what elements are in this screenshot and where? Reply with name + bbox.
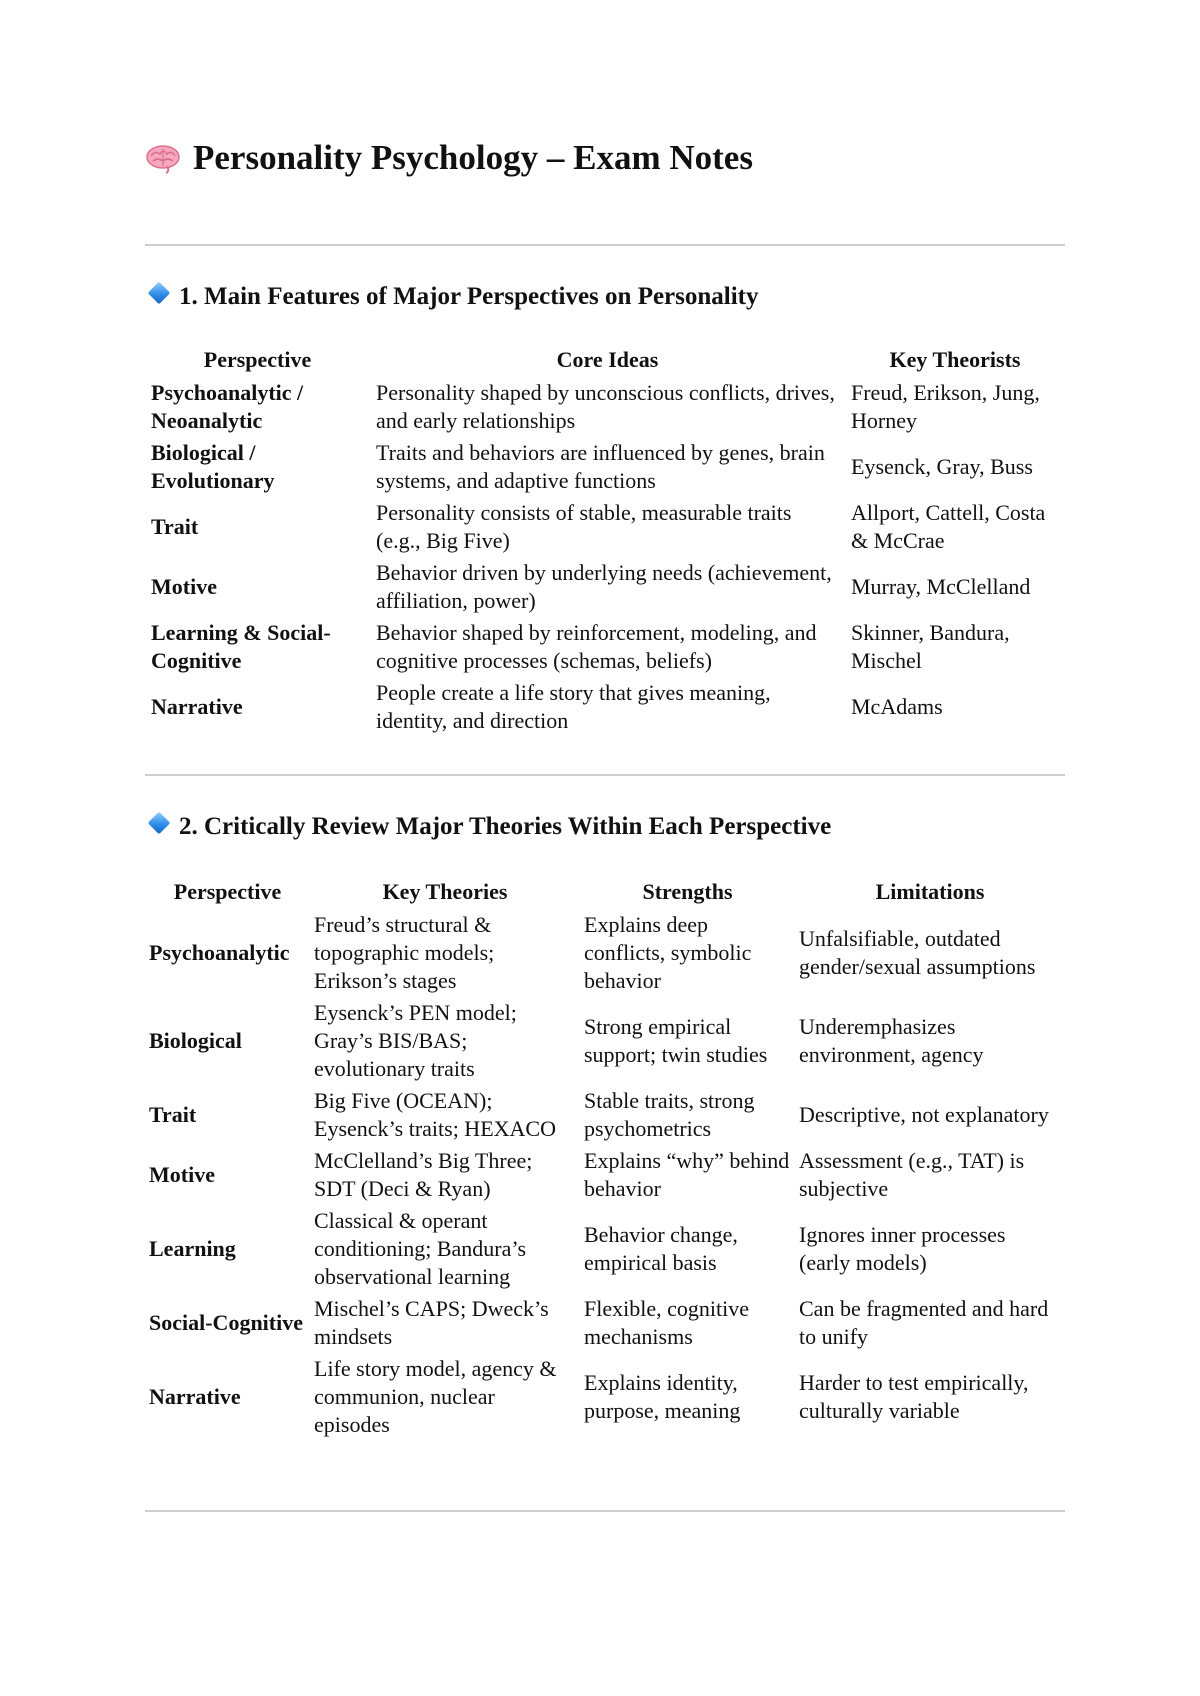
perspective-cell: Biological <box>149 1028 242 1053</box>
table-header-row <box>145 876 1065 910</box>
table-row <box>145 678 1065 738</box>
perspective-cell: Psychoanalytic / Neoanalytic <box>151 380 304 433</box>
table-row <box>145 618 1065 678</box>
limitations-cell: Assessment (e.g., TAT) is subjective <box>799 1148 1025 1201</box>
strengths-cell: Explains “why” behind behavior <box>584 1148 790 1201</box>
strengths-cell: Strong empirical support; twin studies <box>584 1014 768 1067</box>
perspective-cell: Narrative <box>151 694 243 719</box>
limitations-cell: Harder to test empirically, culturally variable <box>799 1370 1029 1423</box>
core-ideas-cell: Behavior shaped by reinforcement, modeling, and cognitive processes (schemas, beliefs) <box>376 620 817 673</box>
section-2-heading-text: 2. Critically Review Major Theories Within Each Perspective <box>179 813 832 840</box>
core-ideas-cell: Personality shaped by unconscious conflicts, drives, and early relationships <box>376 380 835 433</box>
column-header: Key Theorists <box>889 347 1021 372</box>
theorists-cell: Freud, Erikson, Jung, Horney <box>851 380 1040 433</box>
table-row <box>145 498 1065 558</box>
key-theories-cell: Mischel’s CAPS; Dweck’s mindsets <box>314 1296 549 1349</box>
key-theories-cell: Freud’s structural & topographic models; Erikson’s stages <box>314 912 495 993</box>
key-theories-cell: Classical & operant conditioning; Bandura’s observational learning <box>314 1208 527 1289</box>
theorists-cell: Murray, McClelland <box>851 574 1031 599</box>
limitations-cell: Can be fragmented and hard to unify <box>799 1296 1049 1349</box>
perspective-cell: Motive <box>149 1162 215 1187</box>
theorists-cell: McAdams <box>851 694 943 719</box>
table-row <box>145 1146 1065 1206</box>
table-row <box>145 1354 1065 1442</box>
core-ideas-cell: People create a life story that gives meaning, identity, and direction <box>376 680 771 733</box>
core-ideas-cell: Traits and behaviors are influenced by genes, brain systems, and adaptive functions <box>376 440 825 493</box>
theorists-cell: Skinner, Bandura, Mischel <box>851 620 1010 673</box>
strengths-cell: Explains deep conflicts, symbolic behavior <box>584 912 752 993</box>
limitations-cell: Ignores inner processes (early models) <box>799 1222 1006 1275</box>
column-header: Perspective <box>203 347 312 372</box>
theorists-cell: Eysenck, Gray, Buss <box>851 454 1033 479</box>
theorists-cell: Allport, Cattell, Costa & McCrae <box>851 500 1046 553</box>
divider <box>145 774 1065 776</box>
table-row <box>145 558 1065 618</box>
strengths-cell: Stable traits, strong psychometrics <box>584 1088 755 1141</box>
column-header: Key Theories <box>382 879 508 904</box>
perspective-cell: Trait <box>149 1102 197 1127</box>
perspectives-table <box>145 344 1065 738</box>
table-header-row <box>145 344 1065 378</box>
core-ideas-cell: Behavior driven by underlying needs (achievement, affiliation, power) <box>376 560 832 613</box>
perspective-cell: Trait <box>151 514 199 539</box>
perspective-cell: Social-Cognitive <box>149 1310 303 1335</box>
limitations-cell: Unfalsifiable, outdated gender/sexual assumptions <box>799 926 1036 979</box>
table-row <box>145 910 1065 998</box>
column-header: Limitations <box>875 879 985 904</box>
limitations-cell: Underemphasizes environment, agency <box>799 1014 984 1067</box>
divider <box>145 244 1065 246</box>
brain-icon <box>145 143 181 173</box>
column-header: Core Ideas <box>556 347 659 372</box>
theories-review-table <box>145 876 1065 1442</box>
key-theories-cell: Eysenck’s PEN model; Gray’s BIS/BAS; evolutionary traits <box>314 1000 517 1081</box>
core-ideas-cell: Personality consists of stable, measurable traits (e.g., Big Five) <box>376 500 792 553</box>
page-title-text: Personality Psychology – Exam Notes <box>193 138 753 177</box>
blue-diamond-icon <box>148 812 171 835</box>
table-row <box>145 998 1065 1086</box>
blue-diamond-icon <box>148 282 171 305</box>
strengths-cell: Behavior change, empirical basis <box>584 1222 738 1275</box>
section-1-heading-text: 1. Main Features of Major Perspectives on Personality <box>179 283 759 310</box>
table-row <box>145 1086 1065 1146</box>
table-row <box>145 1206 1065 1294</box>
perspective-cell: Learning & Social-Cognitive <box>151 620 331 673</box>
perspective-cell: Motive <box>151 574 217 599</box>
perspective-cell: Psychoanalytic <box>149 940 290 965</box>
section-1-heading <box>145 283 759 311</box>
divider <box>145 1510 1065 1512</box>
perspective-cell: Narrative <box>149 1384 241 1409</box>
column-header: Strengths <box>642 879 733 904</box>
table-row <box>145 378 1065 438</box>
perspective-cell: Biological / Evolutionary <box>151 440 275 493</box>
column-header: Perspective <box>173 879 282 904</box>
table-row <box>145 1294 1065 1354</box>
table-row <box>145 438 1065 498</box>
perspective-cell: Learning <box>149 1236 236 1261</box>
page-title <box>145 138 753 178</box>
limitations-cell: Descriptive, not explanatory <box>799 1102 1049 1127</box>
section-2-heading <box>145 813 831 841</box>
key-theories-cell: McClelland’s Big Three; SDT (Deci & Ryan) <box>314 1148 533 1201</box>
strengths-cell: Flexible, cognitive mechanisms <box>584 1296 749 1349</box>
key-theories-cell: Big Five (OCEAN); Eysenck’s traits; HEXACO <box>314 1088 556 1141</box>
strengths-cell: Explains identity, purpose, meaning <box>584 1370 741 1423</box>
key-theories-cell: Life story model, agency & communion, nuclear episodes <box>314 1356 557 1437</box>
